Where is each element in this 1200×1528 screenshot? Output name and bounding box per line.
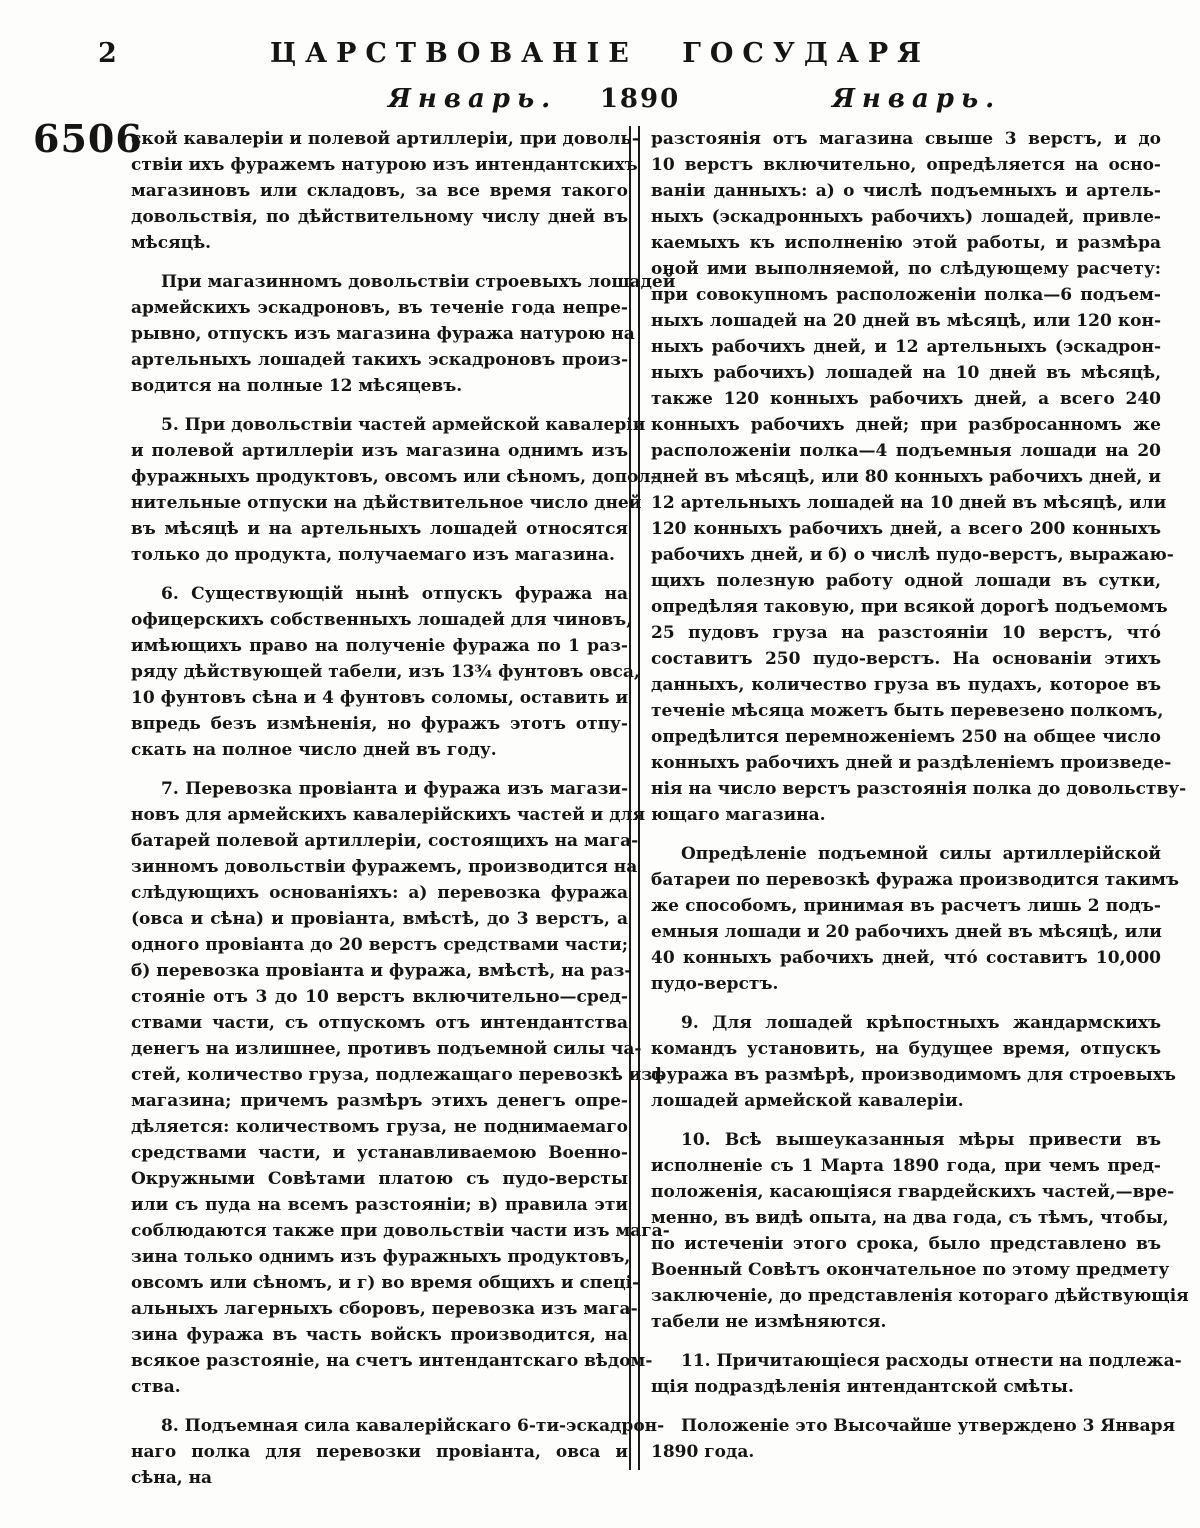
text-line: разстоянія отъ магазина свыше 3 верстъ, и до bbox=[651, 129, 1161, 149]
text-line: 6. Существующій нынѣ отпускъ фуража на bbox=[161, 584, 628, 604]
text-line: Военный Совѣтъ окончательное по этому предмету bbox=[651, 1260, 1170, 1280]
text-line: щія подраздѣленія интендантской смѣты. bbox=[651, 1377, 1074, 1397]
text-line: дней въ мѣсяцѣ, или 80 конныхъ рабочихъ дней, и bbox=[651, 467, 1161, 487]
text-line: батареи по перевозкѣ фуража производится такимъ bbox=[651, 870, 1179, 890]
text-line: опредѣлится перемноженіемъ 250 на общее число bbox=[651, 727, 1161, 747]
text-line: 10 фунтовъ сѣна и 4 фунтовъ соломы, оставить и bbox=[131, 688, 629, 708]
text-line: ныхъ (эскадронныхъ рабочихъ) лошадей, привле- bbox=[651, 207, 1161, 227]
text-line: расположеніи полка—4 подъемныя лошади на 20 bbox=[651, 441, 1161, 461]
left-column bbox=[131, 126, 676, 1488]
text-line: нія на число верстъ разстоянія полка до довольству- bbox=[651, 779, 1187, 799]
text-line: 8. Подъемная сила кавалерійскаго 6-ти-эскадрон- bbox=[161, 1416, 665, 1436]
paragraph bbox=[131, 412, 658, 568]
text-line: или съ пуда на всемъ разстояніи; в) правила эти bbox=[131, 1195, 628, 1215]
text-line: мѣсяцѣ. bbox=[131, 233, 212, 253]
article-number: 6506 bbox=[33, 116, 143, 161]
text-line: нительные отпуски на дѣйствительное число дней bbox=[131, 493, 642, 513]
text-line: менно, въ видѣ опыта, на два года, съ тѣмъ, чтобы, bbox=[651, 1208, 1169, 1228]
text-line: имѣющихъ право на полученіе фуража по 1 раз- bbox=[131, 636, 628, 656]
text-line: стояніе отъ 3 до 10 верстъ включительно—сред- bbox=[131, 987, 628, 1007]
paragraph bbox=[651, 126, 1187, 828]
text-line: новъ для армейскихъ кавалерійскихъ частей и для bbox=[131, 805, 646, 825]
page-number: 2 bbox=[98, 38, 117, 69]
text-line: фуражныхъ продуктовъ, овсомъ или сѣномъ, допол- bbox=[131, 467, 658, 487]
text-line: Положеніе это Высочайше утверждено 3 Января bbox=[681, 1416, 1176, 1436]
text-line: Окружными Совѣтами платою съ пудо-версты bbox=[131, 1169, 628, 1189]
text-line: и полевой артиллеріи изъ магазина однимъ изъ bbox=[131, 441, 628, 461]
text-line: также 120 конныхъ рабочихъ дней, а всего 240 bbox=[651, 389, 1161, 409]
paragraph bbox=[131, 776, 670, 1400]
text-line: каемыхъ къ исполненію этой работы, и размѣра bbox=[651, 233, 1161, 253]
text-line: опредѣляя таковую, при всякой дорогѣ подъемомъ bbox=[651, 597, 1168, 617]
text-line: конныхъ рабочихъ дней; при разбросанномъ же bbox=[651, 415, 1161, 435]
text-line: ствіи ихъ фуражемъ натурою изъ интендантскихъ bbox=[131, 155, 638, 175]
text-line: довольствія, по дѣйствительному числу дней въ bbox=[131, 207, 628, 227]
text-line: б) перевозка провіанта и фуража, вмѣстѣ, на раз- bbox=[131, 961, 632, 981]
text-line: батарей полевой артиллеріи, состоящихъ на мага- bbox=[131, 831, 639, 851]
text-line: ющаго магазина. bbox=[651, 805, 826, 825]
text-line: конныхъ рабочихъ дней и раздѣленіемъ произведе- bbox=[651, 753, 1172, 773]
header-month-left: Январь. bbox=[388, 84, 558, 114]
text-line: при совокупномъ расположеніи полка—6 подъем- bbox=[651, 285, 1161, 305]
text-line: средствами части, и устанавливаемою Военно- bbox=[131, 1143, 628, 1163]
text-line: При магазинномъ довольствіи строевыхъ лошадей bbox=[161, 272, 676, 292]
text-line: магазиновъ или складовъ, за все время такого bbox=[131, 181, 628, 201]
text-line: рабочихъ дней, и б) о числѣ пудо-верстъ, выражаю- bbox=[651, 545, 1174, 565]
text-line: (овса и сѣна) и провіанта, вмѣстѣ, до 3 верстъ, а bbox=[131, 909, 628, 929]
text-line: оной ими выполняемой, по слѣдующему расчету: bbox=[651, 259, 1161, 279]
text-line: ныхъ рабочихъ дней, и 12 артельныхъ (эскадрон- bbox=[651, 337, 1161, 357]
text-line: наго полка для перевозки провіанта, овса и сѣна, на bbox=[131, 1442, 628, 1488]
text-line: 7. Перевозка провіанта и фуража изъ магази- bbox=[161, 779, 628, 799]
paragraph bbox=[651, 1348, 1182, 1400]
paragraph bbox=[651, 841, 1179, 997]
paragraph bbox=[651, 1413, 1176, 1465]
text-line: только до продукта, получаемаго изъ магазина. bbox=[131, 545, 615, 565]
text-line: ства. bbox=[131, 1377, 181, 1397]
text-line: 10. Всѣ вышеуказанныя мѣры привести въ bbox=[681, 1130, 1161, 1150]
text-line: 40 конныхъ рабочихъ дней, чтó составитъ 10,000 bbox=[651, 948, 1161, 968]
text-line: ской кавалеріи и полевой артиллеріи, при доволь- bbox=[131, 129, 639, 149]
text-line: 11. Причитающіеся расходы отнести на подлежа- bbox=[681, 1351, 1182, 1371]
text-line: 10 верстъ включительно, опредѣляется на осно- bbox=[651, 155, 1161, 175]
text-line: офицерскихъ собственныхъ лошадей для чиновъ, bbox=[131, 610, 633, 630]
text-line: ряду дѣйствующей табели, изъ 13¾ фунтовъ овса, bbox=[131, 662, 640, 682]
text-line: пудо-верстъ. bbox=[651, 974, 779, 994]
text-line: зинномъ довольствіи фуражемъ, производится на bbox=[131, 857, 638, 877]
text-line: ныхъ лошадей на 20 дней въ мѣсяцѣ, или 120 кон- bbox=[651, 311, 1161, 331]
text-line: впредь безъ измѣненія, но фуражъ этотъ отпу- bbox=[131, 714, 628, 734]
text-line: составитъ 250 пудо-верстъ. На основаніи этихъ bbox=[651, 649, 1161, 669]
text-line: дѣляется: количествомъ груза, не поднимаемаго bbox=[131, 1117, 628, 1137]
text-line: 9. Для лошадей крѣпостныхъ жандармскихъ bbox=[681, 1013, 1161, 1033]
text-line: заключеніе, до представленія котораго дѣйствующія bbox=[651, 1286, 1189, 1306]
text-line: 5. При довольствіи частей армейской кавалеріи bbox=[161, 415, 646, 435]
text-line: ныхъ рабочихъ) лошадей на 10 дней въ мѣсяцѣ, bbox=[651, 363, 1161, 383]
header-year: 1890 bbox=[599, 84, 681, 114]
text-line: 25 пудовъ груза на разстояніи 10 верстъ, чтó bbox=[651, 623, 1161, 643]
text-line: ваніи данныхъ: а) о числѣ подъемныхъ и артель- bbox=[651, 181, 1161, 201]
text-line: фуража въ размѣрѣ, производимомъ для строевыхъ bbox=[651, 1065, 1176, 1085]
text-line: ствами части, съ отпускомъ отъ интендантства bbox=[131, 1013, 628, 1033]
text-line: лошадей армейской кавалеріи. bbox=[651, 1091, 964, 1111]
right-column bbox=[651, 126, 1189, 1465]
text-line: всякое разстояніе, на счетъ интендантскаго вѣдом- bbox=[131, 1351, 653, 1371]
text-line: емныя лошади и 20 рабочихъ дней въ мѣсяцѣ, или bbox=[651, 922, 1162, 942]
paragraph bbox=[131, 1413, 665, 1488]
text-line: 1890 года. bbox=[651, 1442, 755, 1462]
text-line: артельныхъ лошадей такихъ эскадроновъ произ- bbox=[131, 350, 628, 370]
text-line: денегъ на излишнее, противъ подъемной силы ча- bbox=[131, 1039, 642, 1059]
text-line: положенія, касающіяся гвардейскихъ частей,—вре- bbox=[651, 1182, 1175, 1202]
text-line: скать на полное число дней въ году. bbox=[131, 740, 497, 760]
text-line: щихъ полезную работу одной лошади въ сутки, bbox=[651, 571, 1161, 591]
text-line: стей, количество груза, подлежащаго перевозкѣ изъ bbox=[131, 1065, 666, 1085]
text-line: одного провіанта до 20 верстъ средствами части; bbox=[131, 935, 628, 955]
text-line: водится на полные 12 мѣсяцевъ. bbox=[131, 376, 463, 396]
running-title: ЦАРСТВОВАНІЕ ГОСУДАРЯ bbox=[270, 38, 930, 69]
paragraph bbox=[131, 126, 639, 256]
text-line: 12 артельныхъ лошадей на 10 дней въ мѣсяцѣ, или bbox=[651, 493, 1167, 513]
text-line: данныхъ, количество груза въ пудахъ, которое въ bbox=[651, 675, 1161, 695]
text-line: магазина; причемъ размѣръ этихъ денегъ опре- bbox=[131, 1091, 628, 1111]
text-line: слѣдующихъ основаніяхъ: а) перевозка фуража bbox=[131, 883, 628, 903]
text-line: зина только однимъ изъ фуражныхъ продуктовъ, bbox=[131, 1247, 631, 1267]
text-line: 120 конныхъ рабочихъ дней, а всего 200 конныхъ bbox=[651, 519, 1161, 539]
text-line: теченіе мѣсяца можетъ быть перевезено полкомъ, bbox=[651, 701, 1164, 721]
text-line: командъ установить, на будущее время, отпускъ bbox=[651, 1039, 1161, 1059]
paragraph bbox=[131, 581, 640, 763]
paragraph bbox=[131, 269, 676, 399]
text-line: овсомъ или сѣномъ, и г) во время общихъ и спеці- bbox=[131, 1273, 640, 1293]
text-line: зина фуража въ часть войскъ производится, на bbox=[131, 1325, 628, 1345]
header-month-right: Январь. bbox=[832, 84, 1002, 114]
text-line: исполненіе съ 1 Марта 1890 года, при чемъ пред- bbox=[651, 1156, 1161, 1176]
text-line: табели не измѣняются. bbox=[651, 1312, 887, 1332]
text-line: же способомъ, принимая въ расчетъ лишь 2 подъ- bbox=[651, 896, 1161, 916]
paragraph bbox=[651, 1127, 1189, 1335]
text-line: въ мѣсяцѣ и на артельныхъ лошадей относятся bbox=[131, 519, 628, 539]
text-line: по истеченіи этого срока, было представлено въ bbox=[651, 1234, 1161, 1254]
text-line: рывно, отпускъ изъ магазина фуража натурою на bbox=[131, 324, 635, 344]
text-line: армейскихъ эскадроновъ, въ теченіе года непре- bbox=[131, 298, 628, 318]
text-line: Опредѣленіе подъемной силы артиллерійской bbox=[681, 844, 1161, 864]
paragraph bbox=[651, 1010, 1176, 1114]
text-line: альныхъ лагерныхъ сборовъ, перевозка изъ мага- bbox=[131, 1299, 638, 1319]
text-line: соблюдаются также при довольствіи части изъ мага- bbox=[131, 1221, 670, 1241]
